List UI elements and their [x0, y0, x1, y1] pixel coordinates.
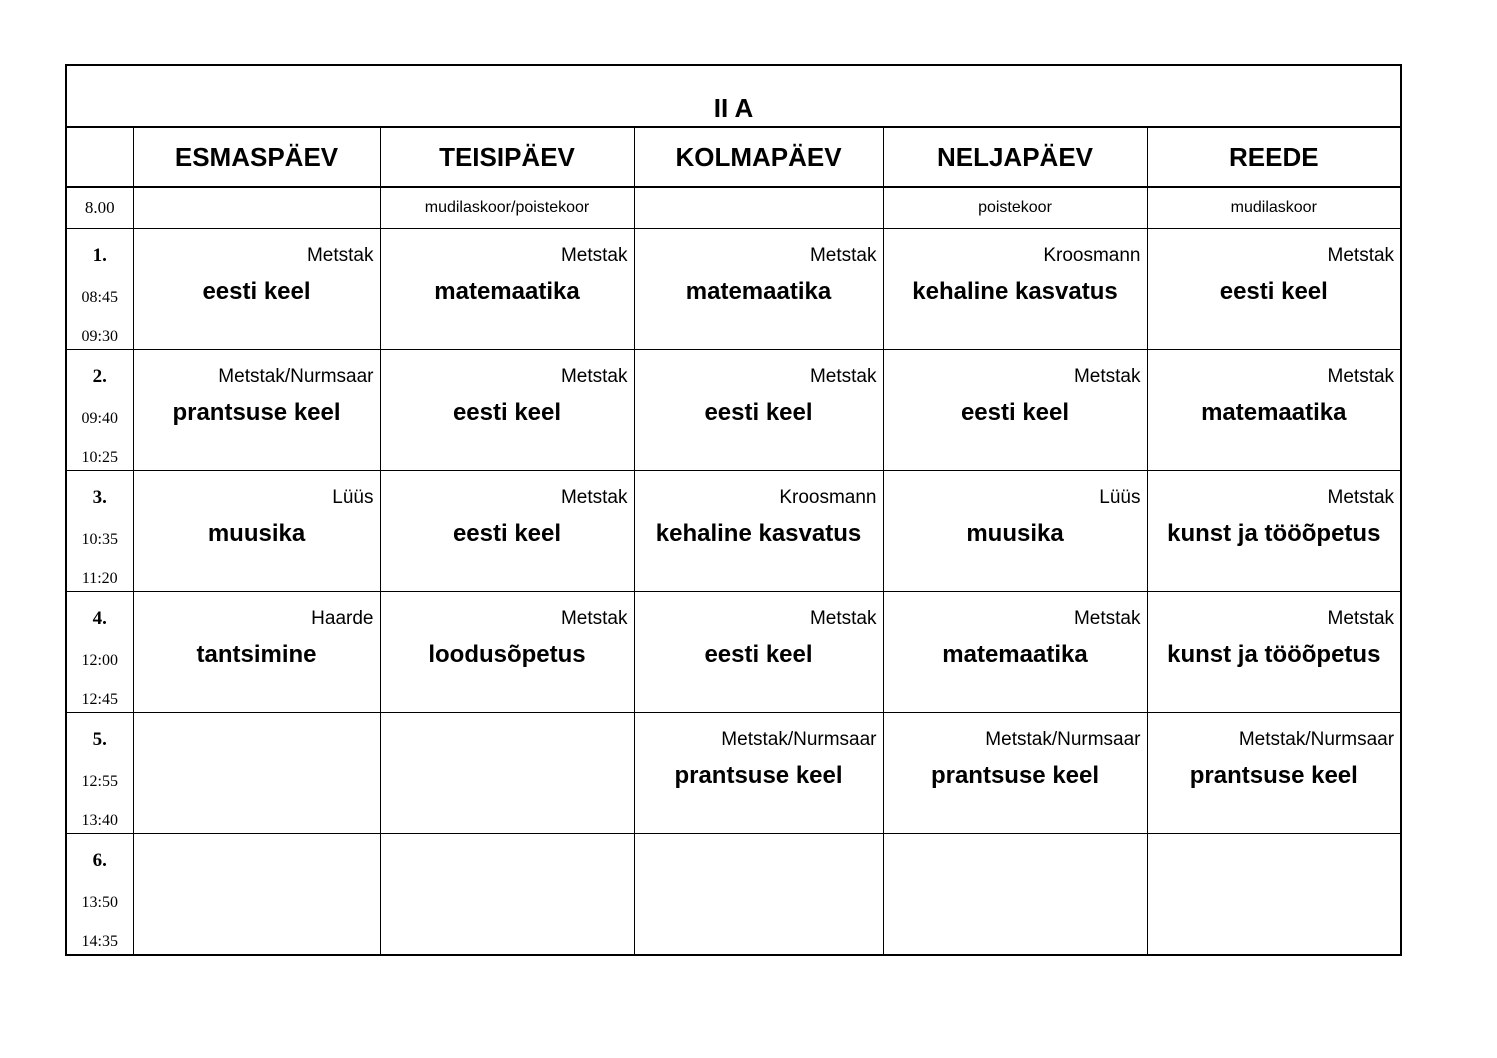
day-header — [634, 127, 883, 187]
lesson-cell — [1147, 834, 1401, 956]
day-header-row — [66, 127, 1401, 187]
period-cell — [66, 834, 133, 956]
teacher-name: Metstak — [809, 245, 877, 266]
period-cell — [66, 229, 133, 350]
teacher-name: Metstak — [560, 487, 628, 508]
timetable — [65, 64, 1402, 956]
zero-period-cell — [1147, 187, 1401, 229]
teacher-name: Metstak/Nurmsaar — [218, 366, 374, 387]
teacher-name: Metstak — [1327, 487, 1395, 508]
zero-period-time: 8.00 — [84, 198, 115, 217]
lesson-cell — [1147, 592, 1401, 713]
day-label: KOLMAPÄEV — [675, 141, 842, 172]
lesson-cell — [883, 834, 1147, 956]
subject-name: muusika — [207, 520, 306, 547]
zero-period-cell — [133, 187, 380, 229]
lesson-cell — [1147, 229, 1401, 350]
title-row — [66, 65, 1401, 127]
zero-period-time-cell — [66, 187, 133, 229]
lesson-cell — [380, 229, 634, 350]
period-number: 6. — [92, 850, 107, 871]
lesson-cell — [1147, 350, 1401, 471]
title-cell — [66, 65, 1401, 127]
subject-name: matemaatika — [1201, 399, 1347, 426]
day-label: TEISIPÄEV — [439, 141, 575, 172]
teacher-name: Metstak — [809, 366, 877, 387]
teacher-name: Metstak — [1327, 366, 1395, 387]
period-cell — [66, 350, 133, 471]
lesson-cell — [380, 592, 634, 713]
day-label: REEDE — [1228, 141, 1319, 172]
subject-name: kunst ja tööõpetus — [1167, 641, 1381, 668]
subject-name: tantsimine — [196, 641, 317, 668]
subject-name: loodusõpetus — [428, 641, 586, 668]
period-number: 2. — [92, 366, 107, 387]
period-end-time: 13:40 — [81, 812, 118, 829]
period-start-time: 08:45 — [81, 289, 118, 306]
teacher-name: Metstak/Nurmsaar — [985, 729, 1141, 750]
lesson-cell — [883, 713, 1147, 834]
subject-name: kehaline kasvatus — [655, 520, 862, 547]
period-number: 5. — [92, 729, 107, 750]
lesson-cell — [133, 229, 380, 350]
subject-name: matemaatika — [434, 278, 580, 305]
period-start-time: 09:40 — [81, 410, 118, 427]
teacher-name: Metstak — [809, 608, 877, 629]
teacher-name: Metstak — [560, 245, 628, 266]
lesson-cell — [133, 350, 380, 471]
lesson-cell — [883, 229, 1147, 350]
lesson-cell — [1147, 713, 1401, 834]
period-end-time: 14:35 — [81, 933, 118, 950]
subject-name: kunst ja tööõpetus — [1167, 520, 1381, 547]
period-cell — [66, 713, 133, 834]
teacher-name: Metstak — [306, 245, 374, 266]
period-start-time: 12:00 — [81, 652, 118, 669]
lesson-cell — [634, 592, 883, 713]
period-cell — [66, 592, 133, 713]
subject-name: prantsuse keel — [1189, 762, 1358, 789]
period-end-time: 11:20 — [81, 570, 118, 587]
zero-period-cell — [883, 187, 1147, 229]
period-cell — [66, 471, 133, 592]
teacher-name: Haarde — [311, 608, 374, 629]
subject-name: eesti keel — [452, 399, 562, 426]
period-end-time: 10:25 — [81, 449, 118, 466]
lesson-cell — [380, 471, 634, 592]
lesson-cell — [380, 350, 634, 471]
lesson-cell — [133, 713, 380, 834]
subject-name: eesti keel — [452, 520, 562, 547]
subject-name: prantsuse keel — [674, 762, 843, 789]
teacher-name: Kroosmann — [1043, 245, 1141, 266]
period-start-time: 13:50 — [81, 894, 118, 911]
subject-name: prantsuse keel — [172, 399, 341, 426]
period-number: 1. — [92, 245, 107, 266]
lesson-cell — [133, 834, 380, 956]
subject-name: eesti keel — [960, 399, 1070, 426]
class-title: II A — [713, 93, 754, 123]
zero-period-row — [66, 187, 1401, 229]
teacher-name: Lüüs — [1099, 487, 1141, 508]
lesson-row — [66, 229, 1401, 350]
zero-period-note: mudilaskoor/poistekoor — [424, 199, 590, 216]
day-label: ESMASPÄEV — [174, 141, 339, 172]
period-end-time: 09:30 — [81, 328, 118, 345]
teacher-name: Metstak — [560, 366, 628, 387]
teacher-name: Metstak — [1327, 245, 1395, 266]
zero-period-note: poistekoor — [978, 199, 1052, 216]
period-number: 4. — [92, 608, 107, 629]
day-header — [883, 127, 1147, 187]
lesson-cell — [634, 229, 883, 350]
teacher-name: Lüüs — [332, 487, 374, 508]
teacher-name: Kroosmann — [779, 487, 877, 508]
zero-period-cell — [380, 187, 634, 229]
period-start-time: 10:35 — [81, 531, 118, 548]
lesson-cell — [883, 471, 1147, 592]
lesson-cell — [133, 592, 380, 713]
subject-name: matemaatika — [942, 641, 1088, 668]
lesson-cell — [634, 713, 883, 834]
zero-period-note: mudilaskoor — [1230, 199, 1317, 216]
subject-name: matemaatika — [685, 278, 832, 305]
subject-name: muusika — [966, 520, 1064, 547]
lesson-cell — [883, 350, 1147, 471]
day-label: NELJAPÄEV — [936, 141, 1094, 172]
lesson-row — [66, 713, 1401, 834]
subject-name: eesti keel — [1219, 278, 1328, 305]
zero-period-cell — [634, 187, 883, 229]
lesson-cell — [634, 834, 883, 956]
lesson-cell — [1147, 471, 1401, 592]
teacher-name: Metstak — [1073, 366, 1141, 387]
lesson-rows — [66, 229, 1401, 956]
corner-cell — [66, 127, 133, 187]
day-header — [380, 127, 634, 187]
lesson-cell — [133, 471, 380, 592]
day-header — [133, 127, 380, 187]
teacher-name: Metstak/Nurmsaar — [1238, 729, 1395, 750]
subject-name: prantsuse keel — [930, 762, 1100, 789]
lesson-row — [66, 834, 1401, 956]
teacher-name: Metstak — [1073, 608, 1141, 629]
subject-name: eesti keel — [704, 641, 813, 668]
lesson-cell — [380, 713, 634, 834]
period-number: 3. — [92, 487, 107, 508]
lesson-row — [66, 350, 1401, 471]
period-end-time: 12:45 — [81, 691, 118, 708]
teacher-name: Metstak — [1327, 608, 1395, 629]
period-start-time: 12:55 — [81, 773, 118, 790]
lesson-cell — [883, 592, 1147, 713]
lesson-row — [66, 592, 1401, 713]
subject-name: eesti keel — [704, 399, 813, 426]
day-header — [1147, 127, 1401, 187]
subject-name: kehaline kasvatus — [912, 278, 1118, 305]
lesson-cell — [634, 471, 883, 592]
teacher-name: Metstak — [560, 608, 628, 629]
subject-name: eesti keel — [202, 278, 311, 305]
lesson-row — [66, 471, 1401, 592]
teacher-name: Metstak/Nurmsaar — [721, 729, 877, 750]
lesson-cell — [380, 834, 634, 956]
lesson-cell — [634, 350, 883, 471]
